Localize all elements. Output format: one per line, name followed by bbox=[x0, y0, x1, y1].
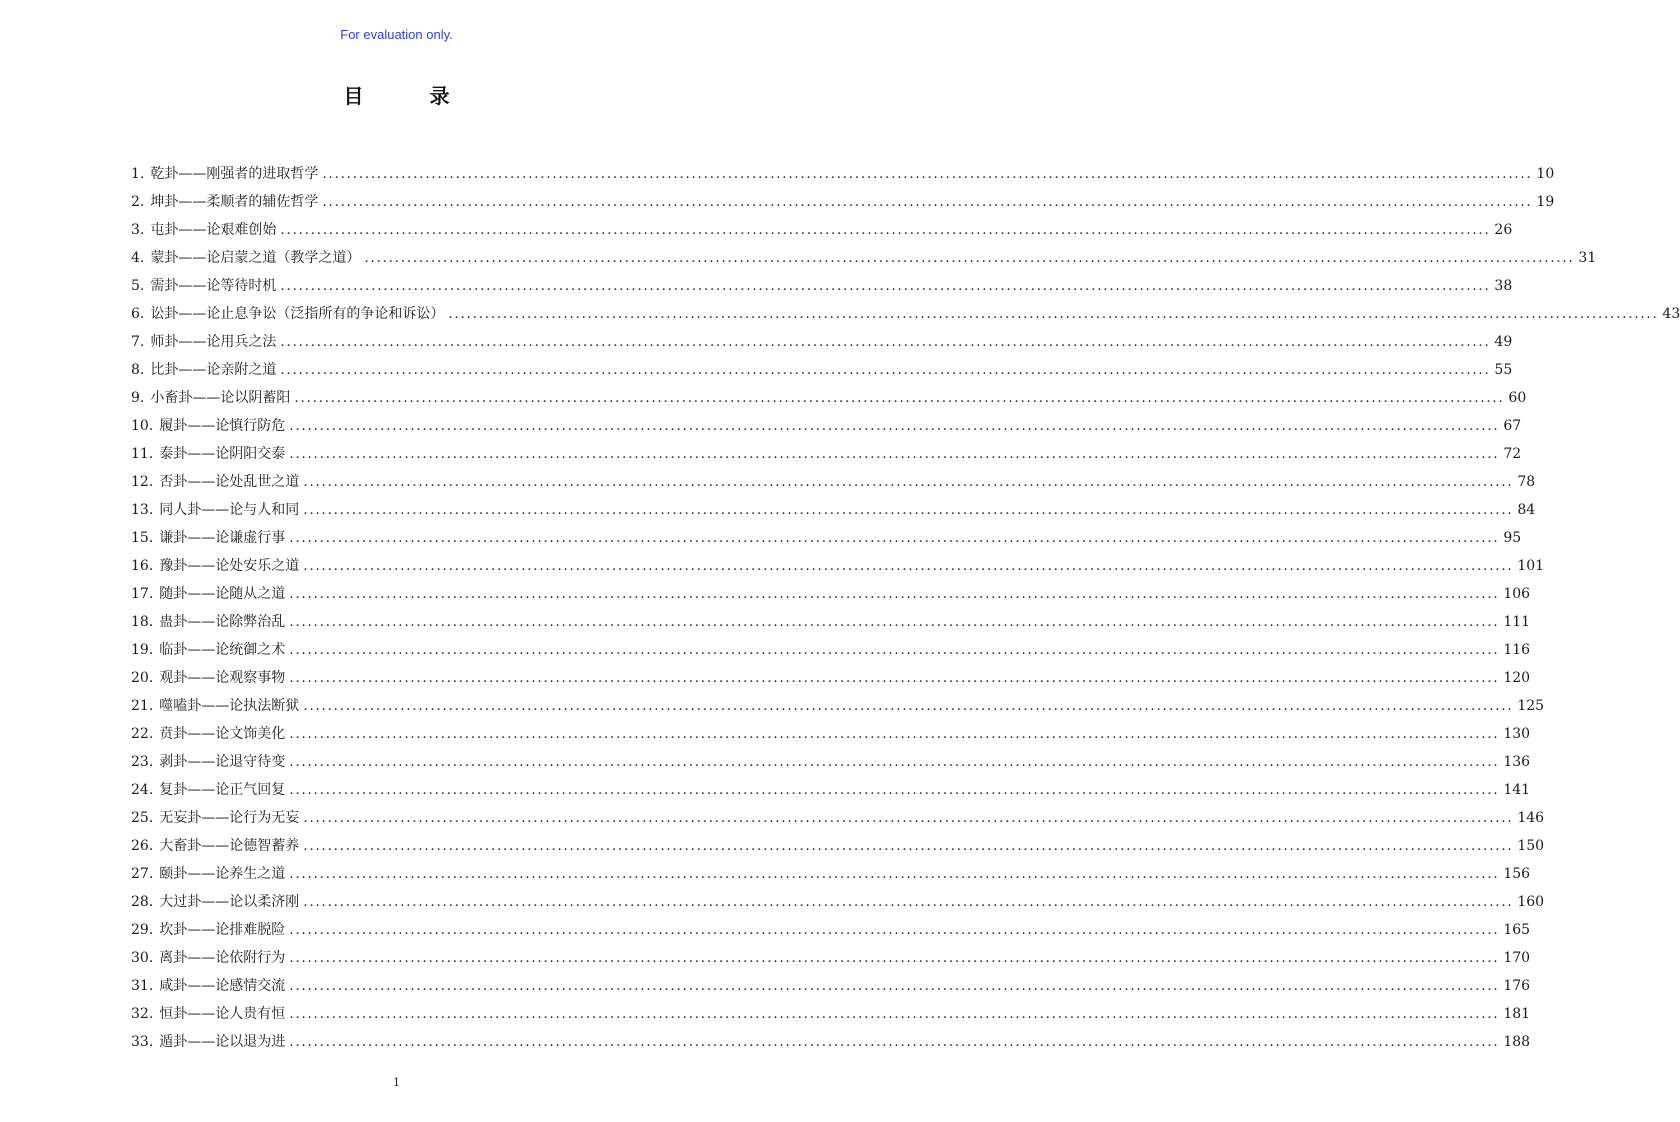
toc-entry-page: 156 bbox=[1503, 866, 1531, 882]
toc-entry-number: 15. bbox=[131, 530, 154, 546]
toc-entry-title: 小畜卦——论以阴蓄阳 bbox=[150, 390, 291, 406]
toc-leader-dots: ........................................................................................................................................................................................................ bbox=[322, 166, 1533, 182]
toc-entry-number: 7. bbox=[131, 334, 145, 350]
toc-entry-title: 坎卦——论排难脱险 bbox=[159, 922, 286, 938]
page-number: 1 bbox=[393, 1076, 400, 1089]
toc-leader-dots: ........................................................................................................................................................................................................ bbox=[280, 222, 1491, 238]
toc-entry[interactable] bbox=[131, 748, 1531, 776]
toc-leader-dots: ........................................................................................................................................................................................................ bbox=[448, 306, 1659, 322]
toc-entry-number: 29. bbox=[131, 922, 154, 938]
toc-entry-number: 26. bbox=[131, 838, 154, 854]
toc-entry[interactable] bbox=[131, 216, 1513, 244]
toc-entry-page: 141 bbox=[1503, 782, 1531, 798]
toc-entry[interactable] bbox=[131, 608, 1531, 636]
toc-leader-dots: ........................................................................................................................................................................................................ bbox=[280, 334, 1491, 350]
toc-entry-title: 离卦——论依附行为 bbox=[159, 950, 286, 966]
toc-entry[interactable] bbox=[131, 776, 1531, 804]
toc-entry[interactable] bbox=[131, 356, 1513, 384]
toc-entry-number: 17. bbox=[131, 586, 154, 602]
toc-leader-dots: ........................................................................................................................................................................................................ bbox=[280, 278, 1491, 294]
toc-entry-number: 28. bbox=[131, 894, 154, 910]
toc-leader-dots: ........................................................................................................................................................................................................ bbox=[289, 922, 1500, 938]
toc-leader-dots: ........................................................................................................................................................................................................ bbox=[289, 866, 1500, 882]
toc-entry-title: 大畜卦——论德智蓄养 bbox=[159, 838, 300, 854]
toc-leader-dots: ........................................................................................................................................................................................................ bbox=[289, 446, 1500, 462]
toc-entry-page: 136 bbox=[1503, 754, 1531, 770]
toc-entry-page: 125 bbox=[1517, 698, 1545, 714]
toc-entry-number: 22. bbox=[131, 726, 154, 742]
toc-entry-title: 泰卦——论阴阳交泰 bbox=[159, 446, 286, 462]
toc-leader-dots: ........................................................................................................................................................................................................ bbox=[303, 810, 1514, 826]
toc-leader-dots: ........................................................................................................................................................................................................ bbox=[289, 782, 1500, 798]
toc-entry-title: 随卦——论随从之道 bbox=[159, 586, 286, 602]
toc-entry-number: 27. bbox=[131, 866, 154, 882]
toc-leader-dots: ........................................................................................................................................................................................................ bbox=[364, 250, 1575, 266]
toc-leader-dots: ........................................................................................................................................................................................................ bbox=[289, 642, 1500, 658]
toc-entry[interactable] bbox=[131, 300, 1680, 328]
toc-entry-page: 188 bbox=[1503, 1034, 1531, 1050]
toc-entry-number: 8. bbox=[131, 362, 145, 378]
toc-entry-title: 师卦——论用兵之法 bbox=[150, 334, 277, 350]
toc-entry-page: 130 bbox=[1503, 726, 1531, 742]
toc-leader-dots: ........................................................................................................................................................................................................ bbox=[289, 530, 1500, 546]
toc-entry-page: 160 bbox=[1517, 894, 1545, 910]
toc-entry-title: 乾卦——刚强者的进取哲学 bbox=[150, 166, 319, 182]
toc-leader-dots: ........................................................................................................................................................................................................ bbox=[294, 390, 1505, 406]
toc-entry[interactable] bbox=[131, 580, 1531, 608]
toc-entry-page: 72 bbox=[1503, 446, 1522, 462]
toc-entry-page: 150 bbox=[1517, 838, 1545, 854]
toc-entry[interactable] bbox=[131, 972, 1531, 1000]
toc-entry[interactable] bbox=[131, 440, 1522, 468]
toc-leader-dots: ........................................................................................................................................................................................................ bbox=[280, 362, 1491, 378]
toc-entry-page: 170 bbox=[1503, 950, 1531, 966]
toc-entry-title: 复卦——论正气回复 bbox=[159, 782, 286, 798]
toc-entry-page: 95 bbox=[1503, 530, 1522, 546]
toc-entry-page: 38 bbox=[1494, 278, 1513, 294]
toc-entry-number: 33. bbox=[131, 1034, 154, 1050]
toc-entry[interactable] bbox=[131, 160, 1555, 188]
toc-entry[interactable] bbox=[131, 188, 1555, 216]
toc-entry-number: 11. bbox=[131, 446, 154, 462]
toc-entry-number: 5. bbox=[131, 278, 145, 294]
toc-entry-title: 恒卦——论人贵有恒 bbox=[159, 1006, 286, 1022]
toc-entry-title: 临卦——论统御之术 bbox=[159, 642, 286, 658]
toc-entry-page: 60 bbox=[1508, 390, 1527, 406]
toc-entry-number: 24. bbox=[131, 782, 154, 798]
toc-entry[interactable] bbox=[131, 804, 1545, 832]
toc-entry-number: 23. bbox=[131, 754, 154, 770]
toc-entry-title: 咸卦——论感情交流 bbox=[159, 978, 286, 994]
evaluation-watermark: For evaluation only. bbox=[340, 27, 453, 42]
toc-entry-title: 屯卦——论艰难创始 bbox=[150, 222, 277, 238]
toc-entry-number: 12. bbox=[131, 474, 154, 490]
toc-entry-title: 观卦——论观察事物 bbox=[159, 670, 286, 686]
toc-entry[interactable] bbox=[131, 244, 1597, 272]
toc-entry-title: 履卦——论慎行防危 bbox=[159, 418, 286, 434]
toc-entry-page: 146 bbox=[1517, 810, 1545, 826]
toc-entry-number: 21. bbox=[131, 698, 154, 714]
toc-entry-number: 30. bbox=[131, 950, 154, 966]
table-of-contents bbox=[131, 160, 1680, 1056]
toc-entry-page: 31 bbox=[1578, 250, 1597, 266]
toc-entry-page: 181 bbox=[1503, 1006, 1531, 1022]
toc-entry[interactable] bbox=[131, 468, 1536, 496]
toc-entry-title: 需卦——论等待时机 bbox=[150, 278, 277, 294]
toc-entry-page: 43 bbox=[1662, 306, 1680, 322]
toc-leader-dots: ........................................................................................................................................................................................................ bbox=[289, 950, 1500, 966]
toc-leader-dots: ........................................................................................................................................................................................................ bbox=[303, 698, 1514, 714]
toc-entry-page: 78 bbox=[1517, 474, 1536, 490]
toc-entry[interactable] bbox=[131, 916, 1531, 944]
toc-entry[interactable] bbox=[131, 384, 1527, 412]
toc-entry-title: 大过卦——论以柔济刚 bbox=[159, 894, 300, 910]
toc-entry-number: 2. bbox=[131, 194, 145, 210]
toc-leader-dots: ........................................................................................................................................................................................................ bbox=[289, 1034, 1500, 1050]
toc-leader-dots: ........................................................................................................................................................................................................ bbox=[303, 894, 1514, 910]
toc-entry[interactable] bbox=[131, 664, 1531, 692]
toc-entry[interactable] bbox=[131, 272, 1513, 300]
toc-entry-title: 剥卦——论退守待变 bbox=[159, 754, 286, 770]
toc-entry[interactable] bbox=[131, 720, 1531, 748]
toc-entry-page: 101 bbox=[1517, 558, 1545, 574]
toc-entry-page: 111 bbox=[1503, 614, 1531, 630]
toc-entry-number: 4. bbox=[131, 250, 145, 266]
toc-entry-title: 蒙卦——论启蒙之道（教学之道） bbox=[150, 250, 361, 266]
page-title: 目录 bbox=[343, 84, 516, 108]
toc-entry-number: 31. bbox=[131, 978, 154, 994]
toc-entry-number: 10. bbox=[131, 418, 154, 434]
toc-entry-page: 116 bbox=[1503, 642, 1531, 658]
toc-leader-dots: ........................................................................................................................................................................................................ bbox=[289, 1006, 1500, 1022]
toc-entry[interactable] bbox=[131, 524, 1522, 552]
toc-entry[interactable] bbox=[131, 496, 1536, 524]
toc-entry-title: 比卦——论亲附之道 bbox=[150, 362, 277, 378]
toc-entry-number: 18. bbox=[131, 614, 154, 630]
toc-entry[interactable] bbox=[131, 552, 1545, 580]
toc-entry[interactable] bbox=[131, 860, 1531, 888]
toc-entry-number: 1. bbox=[131, 166, 145, 182]
toc-leader-dots: ........................................................................................................................................................................................................ bbox=[303, 838, 1514, 854]
toc-entry-number: 3. bbox=[131, 222, 145, 238]
toc-entry-number: 13. bbox=[131, 502, 154, 518]
toc-entry-title: 蛊卦——论除弊治乱 bbox=[159, 614, 286, 630]
toc-leader-dots: ........................................................................................................................................................................................................ bbox=[289, 978, 1500, 994]
toc-leader-dots: ........................................................................................................................................................................................................ bbox=[303, 502, 1514, 518]
toc-entry[interactable] bbox=[131, 1000, 1531, 1028]
toc-entry[interactable] bbox=[131, 944, 1531, 972]
toc-entry-page: 19 bbox=[1536, 194, 1555, 210]
toc-entry-title: 讼卦——论止息争讼（泛指所有的争论和诉讼） bbox=[150, 306, 445, 322]
toc-entry-page: 106 bbox=[1503, 586, 1531, 602]
toc-entry-title: 贲卦——论文饰美化 bbox=[159, 726, 286, 742]
toc-entry-title: 坤卦——柔顺者的辅佐哲学 bbox=[150, 194, 319, 210]
toc-entry[interactable] bbox=[131, 888, 1545, 916]
toc-entry-page: 26 bbox=[1494, 222, 1513, 238]
toc-entry-page: 55 bbox=[1494, 362, 1513, 378]
toc-entry-number: 9. bbox=[131, 390, 145, 406]
toc-leader-dots: ........................................................................................................................................................................................................ bbox=[289, 754, 1500, 770]
toc-entry-number: 19. bbox=[131, 642, 154, 658]
toc-entry-title: 噬嗑卦——论执法断狱 bbox=[159, 698, 300, 714]
toc-leader-dots: ........................................................................................................................................................................................................ bbox=[322, 194, 1533, 210]
toc-entry[interactable] bbox=[131, 832, 1545, 860]
toc-entry-page: 10 bbox=[1536, 166, 1555, 182]
toc-leader-dots: ........................................................................................................................................................................................................ bbox=[303, 558, 1514, 574]
toc-entry-title: 遁卦——论以退为进 bbox=[159, 1034, 286, 1050]
toc-leader-dots: ........................................................................................................................................................................................................ bbox=[289, 418, 1500, 434]
toc-entry-title: 否卦——论处乱世之道 bbox=[159, 474, 300, 490]
toc-leader-dots: ........................................................................................................................................................................................................ bbox=[289, 614, 1500, 630]
toc-leader-dots: ........................................................................................................................................................................................................ bbox=[303, 474, 1514, 490]
toc-entry[interactable] bbox=[131, 636, 1531, 664]
toc-entry-title: 同人卦——论与人和同 bbox=[159, 502, 300, 518]
toc-entry-page: 165 bbox=[1503, 922, 1531, 938]
toc-entry-page: 67 bbox=[1503, 418, 1522, 434]
toc-entry-number: 25. bbox=[131, 810, 154, 826]
toc-entry-number: 32. bbox=[131, 1006, 154, 1022]
toc-entry-page: 49 bbox=[1494, 334, 1513, 350]
toc-entry-number: 6. bbox=[131, 306, 145, 322]
toc-entry[interactable] bbox=[131, 328, 1513, 356]
toc-entry-title: 颐卦——论养生之道 bbox=[159, 866, 286, 882]
toc-leader-dots: ........................................................................................................................................................................................................ bbox=[289, 726, 1500, 742]
toc-entry[interactable] bbox=[131, 412, 1522, 440]
toc-entry[interactable] bbox=[131, 692, 1545, 720]
toc-leader-dots: ........................................................................................................................................................................................................ bbox=[289, 670, 1500, 686]
toc-entry-page: 84 bbox=[1517, 502, 1536, 518]
toc-entry-title: 豫卦——论处安乐之道 bbox=[159, 558, 300, 574]
toc-leader-dots: ........................................................................................................................................................................................................ bbox=[289, 586, 1500, 602]
toc-entry-title: 无妄卦——论行为无妄 bbox=[159, 810, 300, 826]
toc-entry-number: 16. bbox=[131, 558, 154, 574]
toc-entry-page: 120 bbox=[1503, 670, 1531, 686]
toc-entry-title: 谦卦——论谦虚行事 bbox=[159, 530, 286, 546]
toc-entry-number: 20. bbox=[131, 670, 154, 686]
toc-entry-page: 176 bbox=[1503, 978, 1531, 994]
toc-entry[interactable] bbox=[131, 1028, 1531, 1056]
